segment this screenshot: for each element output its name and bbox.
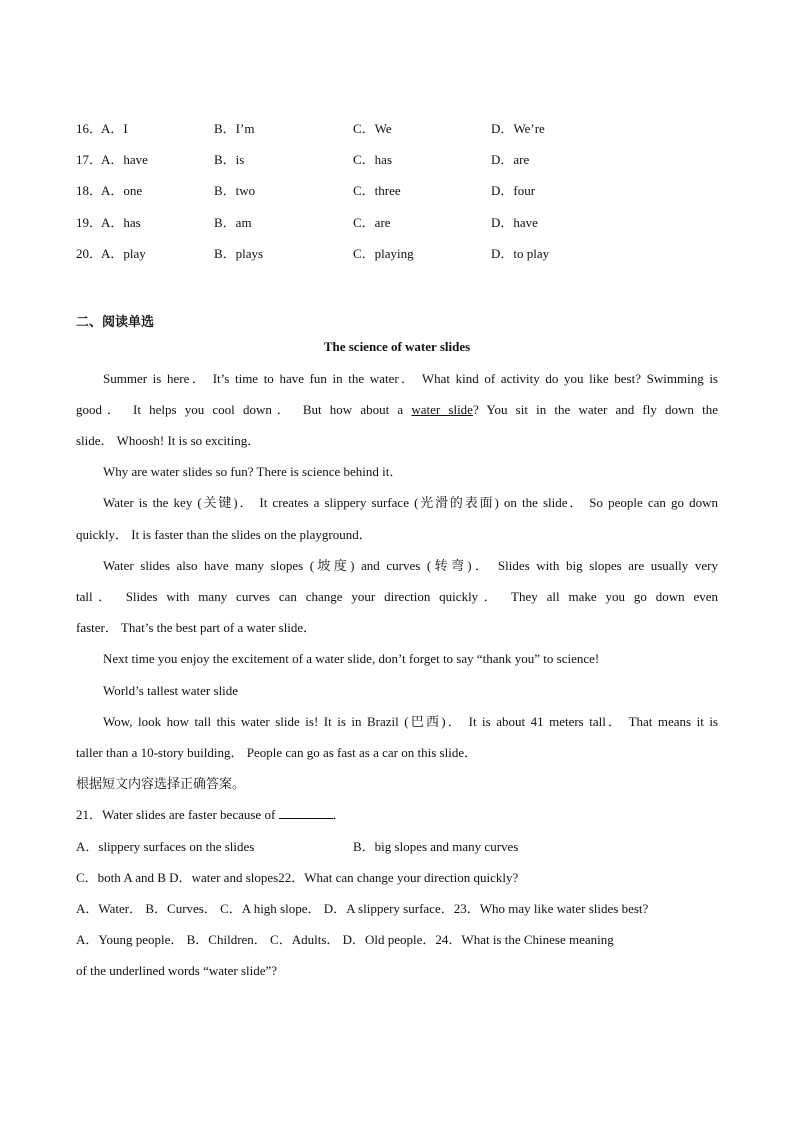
- option-c: C．are: [353, 215, 391, 230]
- question-21-stem: [76, 805, 718, 825]
- paragraph-3-line-2: quickly． It is faster than the slides on the playground．: [76, 527, 372, 542]
- option-a: A．have: [101, 152, 148, 167]
- paragraph-1-line-3: slide． Whoosh! It is so exciting．: [76, 433, 261, 448]
- question-number: 20．: [76, 246, 103, 261]
- option-c: C．has: [353, 152, 393, 167]
- instruction: 根据短文内容选择正确答案。: [76, 776, 246, 791]
- option-a: A．one: [101, 183, 143, 198]
- question-row-17: [0, 150, 794, 170]
- paragraph-2: Why are water slides so fun? There is science behind it．: [103, 464, 403, 479]
- text-segment: ? You sit in the water and fly down the: [472, 402, 718, 417]
- option-a: A．I: [101, 121, 128, 136]
- question-stem-end: ．: [332, 807, 346, 822]
- answer-blank: [279, 806, 333, 819]
- paragraph-1-line-1: Summer is here． It’s time to have fun in the water． What kind of activity do you like best? Swimming is: [103, 371, 718, 386]
- question-21-options-cd: C．both A and B D．water and slopes22．What can change your direction quickly?: [76, 870, 519, 885]
- paragraph-5: Next time you enjoy the excitement of a water slide, don’t forget to say “thank you” to science!: [103, 651, 600, 666]
- paragraph-1-line-2: [76, 400, 718, 420]
- question-row-16: [0, 119, 794, 139]
- paragraph-7-line-1: Wow, look how tall this water slide is! It is in Brazil (巴西)． It is about 41 meters tall． That means it is: [103, 714, 718, 729]
- question-number: 18．: [76, 183, 103, 198]
- question-row-19: [0, 213, 794, 233]
- option-b: B．two: [214, 183, 256, 198]
- question-22-options: A．Water． B．Curves． C．A high slope． D．A slippery surface．23．Who may like water slides best?: [76, 901, 649, 916]
- option-d: D．to play: [491, 246, 550, 261]
- passage-title: The science of water slides: [323, 339, 471, 354]
- question-number: 17．: [76, 152, 103, 167]
- option-a: A．play: [101, 246, 146, 261]
- paragraph-4-line-1: Water slides also have many slopes (坡度) and curves (转弯)． Slides with big slopes are usually very: [103, 558, 718, 573]
- question-23-options: A．Young people． B．Children． C．Adults． D．Old people．24．What is the Chinese meaning: [76, 932, 614, 947]
- paragraph-4-line-3: faster． That’s the best part of a water slide．: [76, 620, 317, 635]
- paragraph-4-line-2: tall． Slides with many curves can change your direction quickly． They all make you go down even: [76, 589, 718, 604]
- option-c: C．playing: [353, 246, 414, 261]
- paragraph-3-line-1: Water is the key (关键)． It creates a slippery surface (光滑的表面) on the slide． So people can go down: [103, 495, 718, 510]
- option-d: D．have: [491, 215, 538, 230]
- question-row-18: [0, 181, 794, 201]
- question-24-stem: of the underlined words “water slide”?: [76, 963, 278, 978]
- question-stem-text: 21．Water slides are faster because of: [76, 807, 276, 822]
- option-a: A．has: [101, 215, 141, 230]
- option-b: B．is: [214, 152, 245, 167]
- question-number: 19．: [76, 215, 103, 230]
- text-segment: good． It helps you cool down． But how about a: [76, 402, 404, 417]
- section-title: 二、阅读单选: [76, 314, 155, 329]
- question-21-options-ab: [0, 837, 794, 857]
- question-row-20: [0, 244, 794, 264]
- paragraph-7-line-2: taller than a 10-story building． People can go as fast as a car on this slide．: [76, 745, 478, 760]
- option-b: B．plays: [214, 246, 264, 261]
- option-b: B．am: [214, 215, 252, 230]
- underlined-term: water slide: [411, 402, 473, 417]
- question-number: 16．: [76, 121, 103, 136]
- option-b: B．I’m: [214, 121, 255, 136]
- option-d: D．are: [491, 152, 530, 167]
- option-d: D．We’re: [491, 121, 545, 136]
- option-c: C．three: [353, 183, 401, 198]
- option-a: A．slippery surfaces on the slides: [76, 839, 255, 854]
- option-c: C．We: [353, 121, 392, 136]
- paragraph-6-subheading: World’s tallest water slide: [103, 683, 239, 698]
- option-d: D．four: [491, 183, 536, 198]
- option-b: B．big slopes and many curves: [353, 839, 519, 854]
